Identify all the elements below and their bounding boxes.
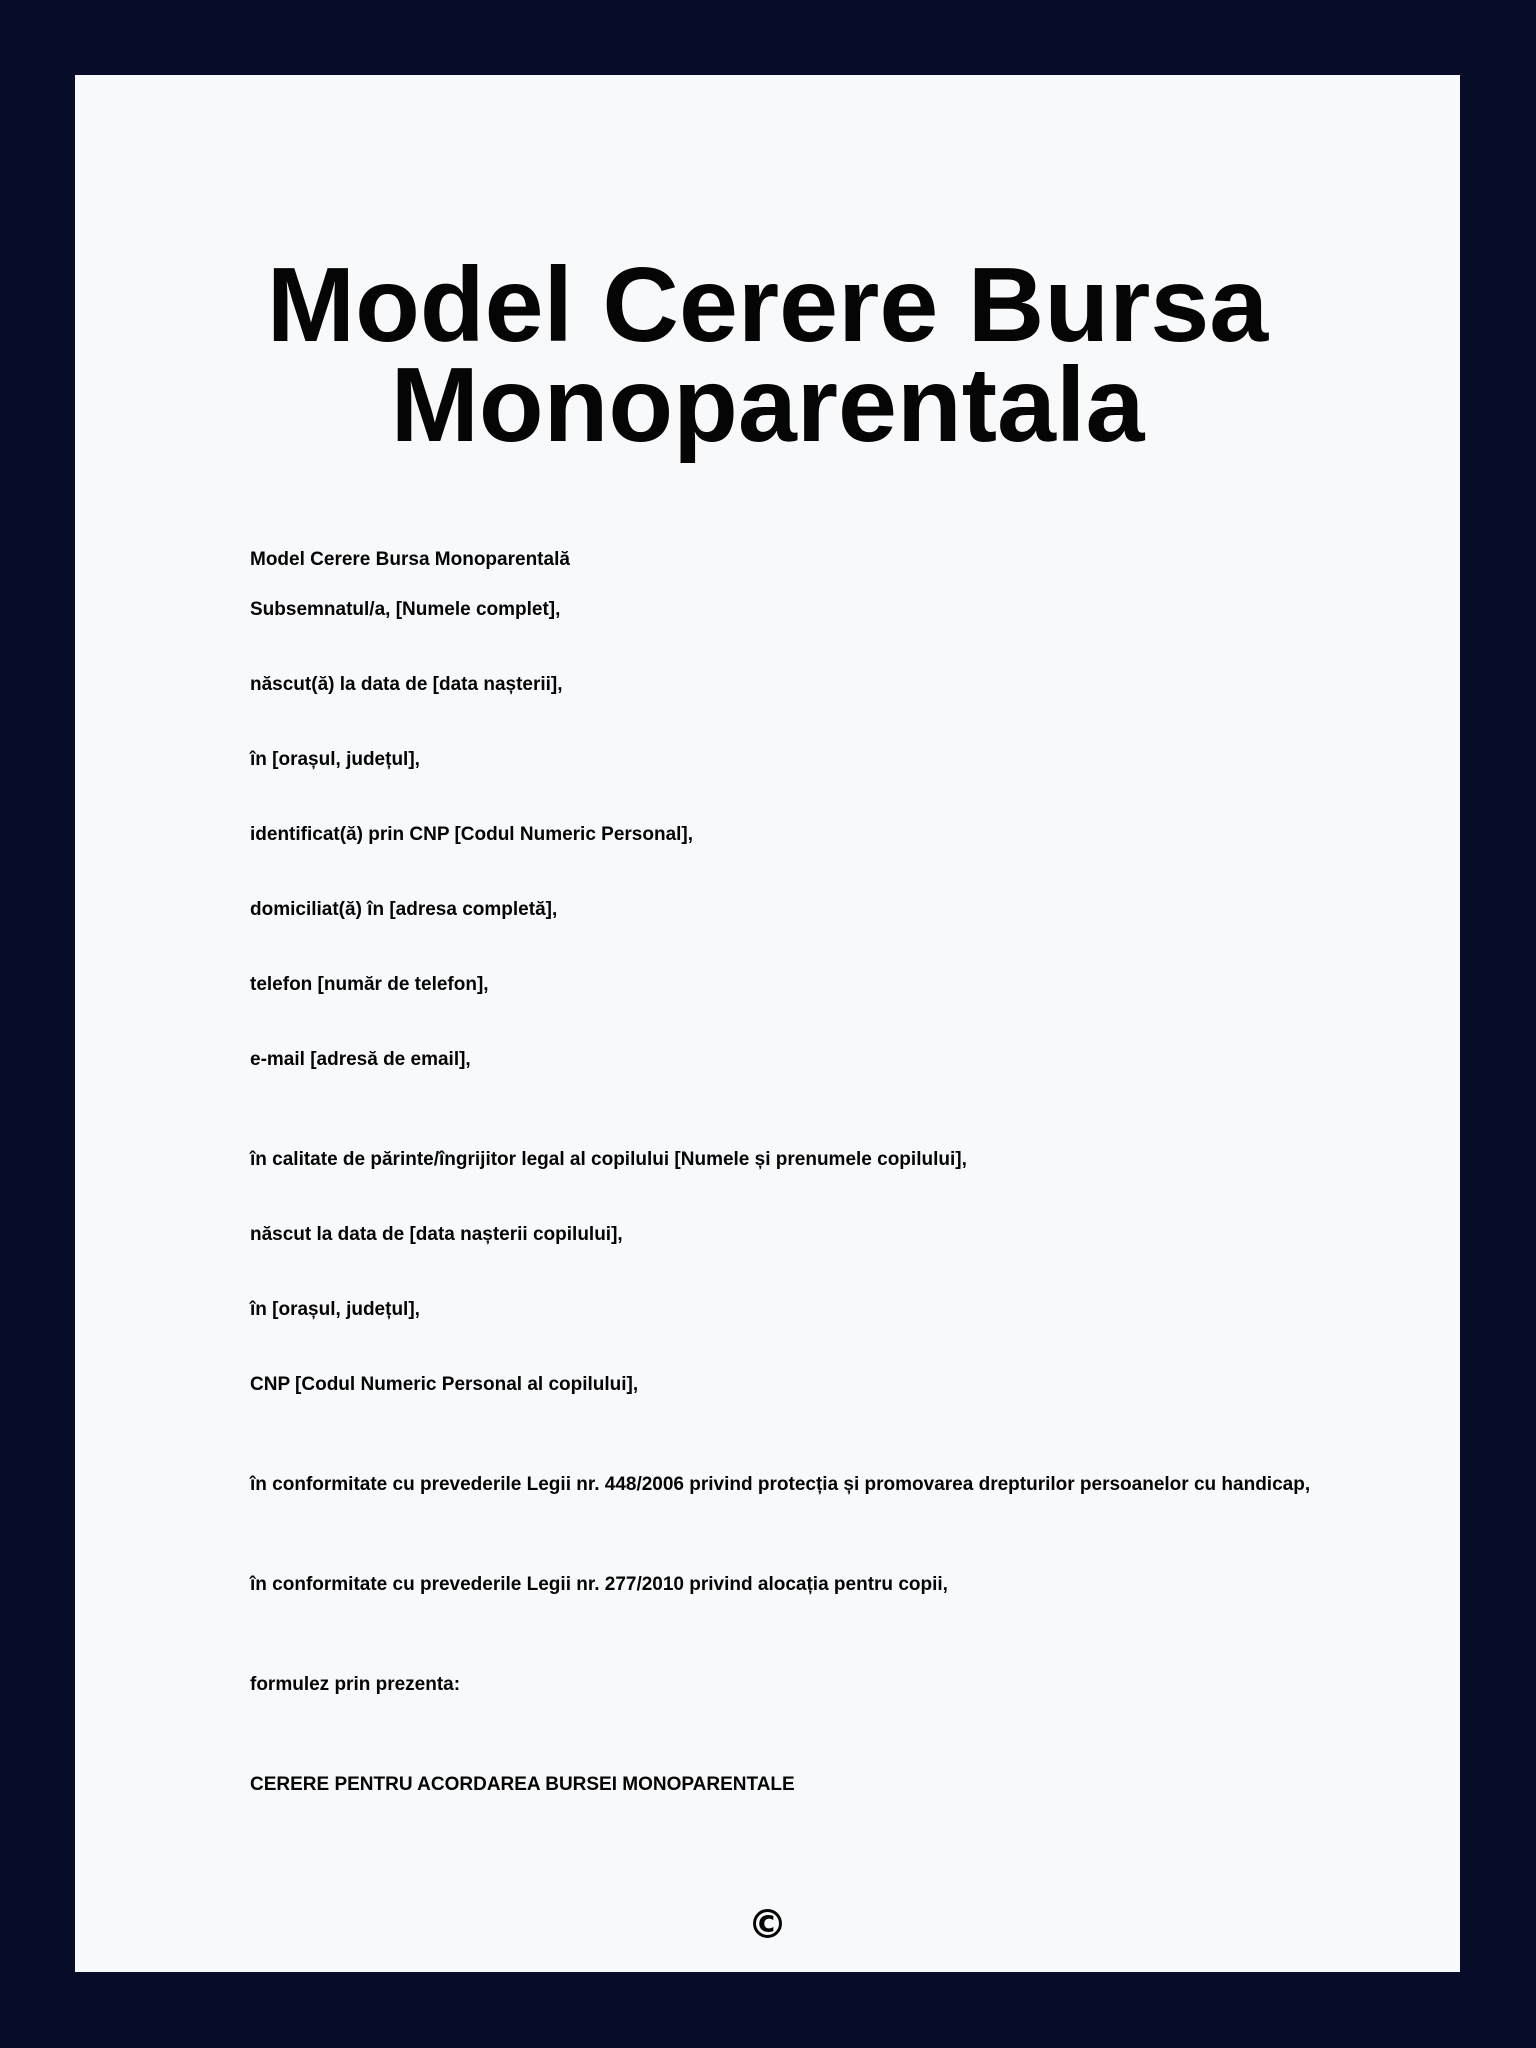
- law-448-line: în conformitate cu prevederile Legii nr. 448/2006 privind protecția și promovarea drepturilor persoanelor cu handicap,: [250, 1474, 1311, 1495]
- applicant-cnp-line: identificat(ă) prin CNP [Codul Numeric Personal],: [250, 824, 694, 845]
- copyright-icon: ©: [747, 1902, 788, 1948]
- guardian-line: în calitate de părinte/îngrijitor legal al copilului [Numele și prenumele copilului],: [250, 1149, 967, 1170]
- title-line-1: Model Cerere Bursa: [266, 246, 1269, 364]
- document-heading-line: Model Cerere Bursa Monoparentală: [250, 549, 570, 570]
- document-page: [75, 75, 1460, 1972]
- applicant-phone-line: telefon [număr de telefon],: [250, 974, 489, 995]
- law-277-line: în conformitate cu prevederile Legii nr. 277/2010 privind alocația pentru copii,: [250, 1574, 948, 1595]
- child-birthplace-line: în [orașul, județul],: [250, 1299, 420, 1320]
- title-line-2: Monoparentala: [390, 346, 1145, 464]
- request-intro-line: formulez prin prezenta:: [250, 1674, 461, 1695]
- child-birthdate-line: născut la data de [data nașterii copilului],: [250, 1224, 623, 1245]
- child-cnp-line: CNP [Codul Numeric Personal al copilului],: [250, 1374, 639, 1395]
- request-heading-line: CERERE PENTRU ACORDAREA BURSEI MONOPARENTALE: [250, 1774, 795, 1795]
- applicant-email-line: e-mail [adresă de email],: [250, 1049, 471, 1070]
- applicant-address-line: domiciliat(ă) în [adresa completă],: [250, 899, 558, 920]
- applicant-name-line: Subsemnatul/a, [Numele complet],: [250, 599, 561, 620]
- applicant-birthdate-line: născut(ă) la data de [data nașterii],: [250, 674, 563, 695]
- document-title: [75, 246, 1460, 464]
- applicant-birthplace-line: în [orașul, județul],: [250, 749, 420, 770]
